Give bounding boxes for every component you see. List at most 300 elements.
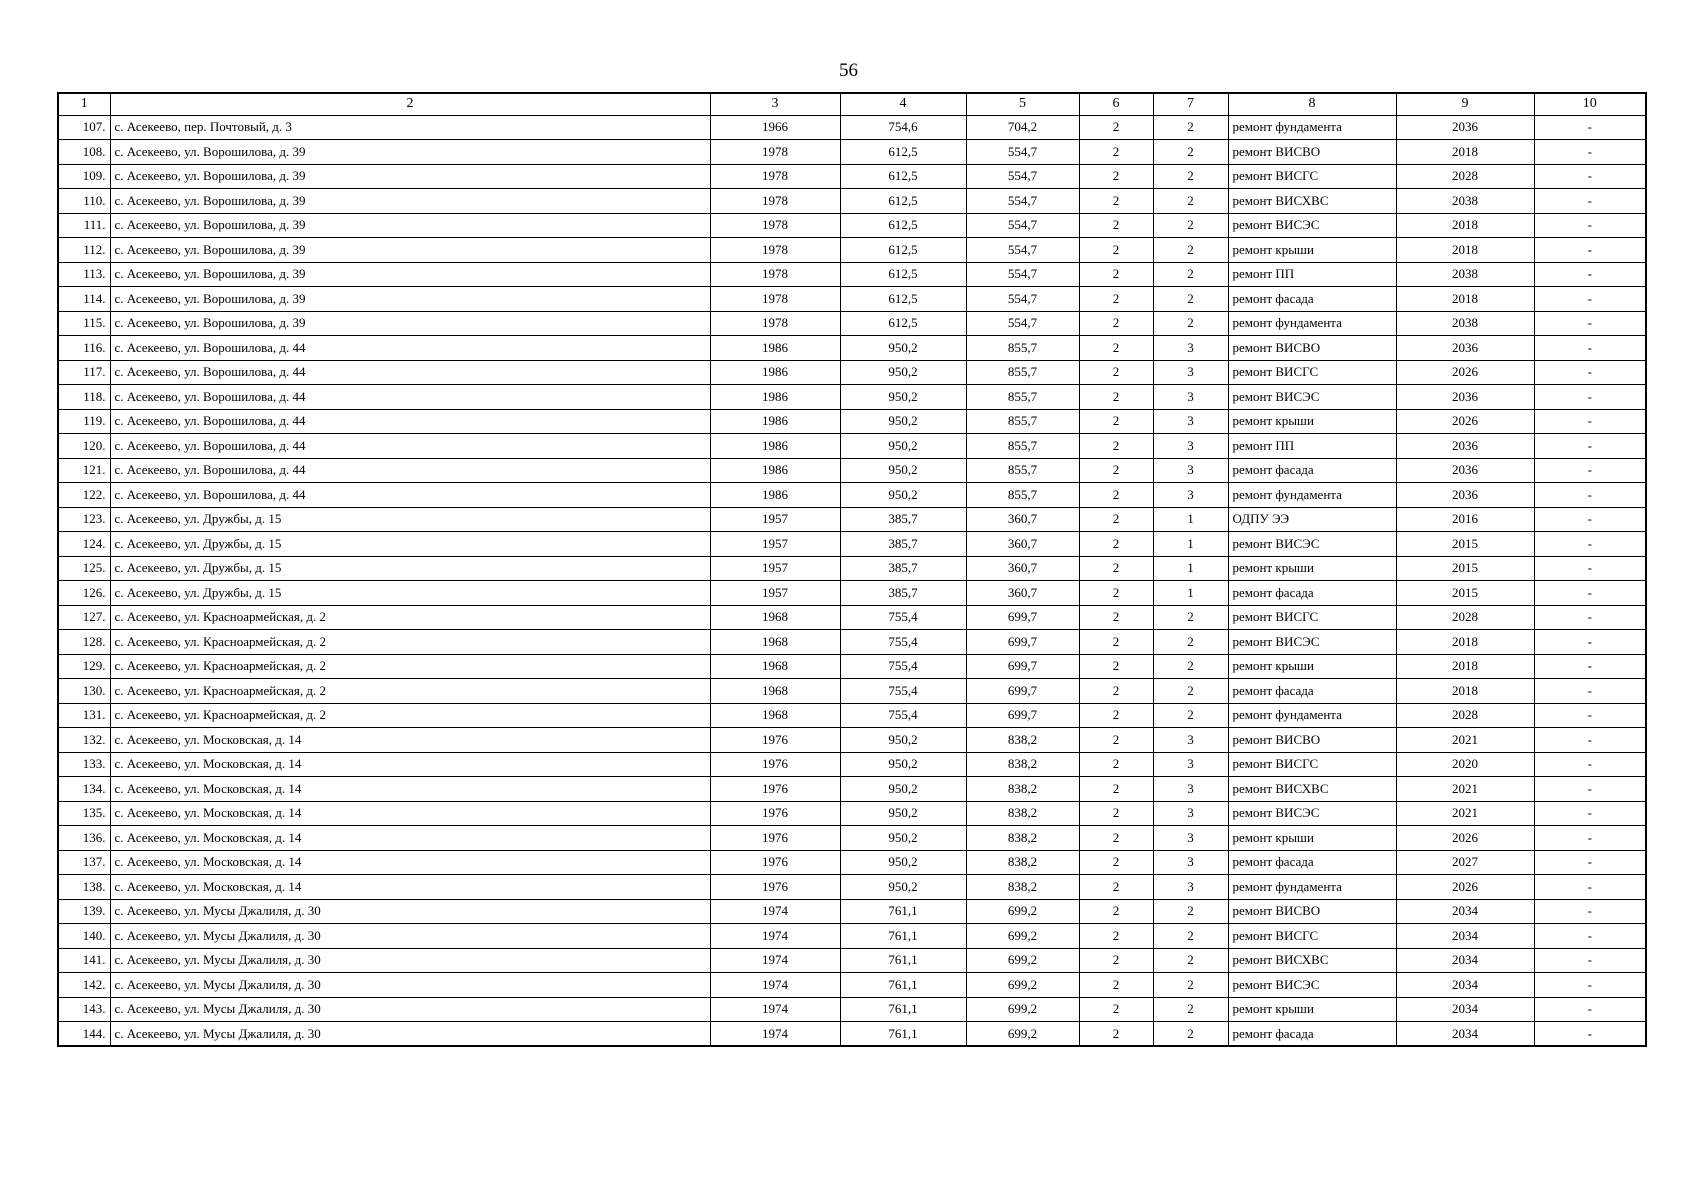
table-row xyxy=(58,973,1646,998)
entrances-cell: 2 xyxy=(1153,605,1228,630)
construction-year-cell: 1986 xyxy=(710,483,840,508)
note-cell: - xyxy=(1534,238,1646,263)
planned-year-cell: 2034 xyxy=(1396,1022,1534,1047)
total-area-cell: 755,4 xyxy=(840,630,966,655)
entrances-cell: 2 xyxy=(1153,238,1228,263)
note-cell: - xyxy=(1534,728,1646,753)
planned-year-cell: 2026 xyxy=(1396,409,1534,434)
construction-year-cell: 1986 xyxy=(710,458,840,483)
note-cell: - xyxy=(1534,409,1646,434)
floors-cell: 2 xyxy=(1079,581,1153,606)
entrances-cell: 3 xyxy=(1153,434,1228,459)
column-header: 8 xyxy=(1228,93,1396,115)
planned-year-cell: 2038 xyxy=(1396,189,1534,214)
address-cell: с. Асекеево, ул. Ворошилова, д. 39 xyxy=(110,213,710,238)
work-type-cell: ремонт ВИСГС xyxy=(1228,752,1396,777)
living-area-cell: 838,2 xyxy=(966,728,1079,753)
planned-year-cell: 2036 xyxy=(1396,483,1534,508)
floors-cell: 2 xyxy=(1079,875,1153,900)
construction-year-cell: 1978 xyxy=(710,213,840,238)
entrances-cell: 2 xyxy=(1153,679,1228,704)
address-cell: с. Асекеево, ул. Московская, д. 14 xyxy=(110,728,710,753)
floors-cell: 2 xyxy=(1079,213,1153,238)
note-cell: - xyxy=(1534,287,1646,312)
row-number-cell: 111. xyxy=(58,213,110,238)
address-cell: с. Асекеево, ул. Ворошилова, д. 44 xyxy=(110,360,710,385)
living-area-cell: 360,7 xyxy=(966,556,1079,581)
total-area-cell: 755,4 xyxy=(840,605,966,630)
living-area-cell: 855,7 xyxy=(966,336,1079,361)
table-row xyxy=(58,360,1646,385)
table-row xyxy=(58,507,1646,532)
table-row xyxy=(58,654,1646,679)
planned-year-cell: 2027 xyxy=(1396,850,1534,875)
work-type-cell: ремонт ВИСХВС xyxy=(1228,948,1396,973)
living-area-cell: 855,7 xyxy=(966,360,1079,385)
entrances-cell: 2 xyxy=(1153,164,1228,189)
table-row xyxy=(58,899,1646,924)
row-number-cell: 117. xyxy=(58,360,110,385)
address-cell: с. Асекеево, ул. Ворошилова, д. 39 xyxy=(110,189,710,214)
construction-year-cell: 1978 xyxy=(710,238,840,263)
row-number-cell: 135. xyxy=(58,801,110,826)
construction-year-cell: 1968 xyxy=(710,630,840,655)
total-area-cell: 612,5 xyxy=(840,213,966,238)
entrances-cell: 3 xyxy=(1153,728,1228,753)
address-cell: с. Асекеево, ул. Мусы Джалиля, д. 30 xyxy=(110,997,710,1022)
entrances-cell: 1 xyxy=(1153,556,1228,581)
entrances-cell: 2 xyxy=(1153,973,1228,998)
row-number-cell: 110. xyxy=(58,189,110,214)
table-row xyxy=(58,875,1646,900)
total-area-cell: 761,1 xyxy=(840,997,966,1022)
entrances-cell: 3 xyxy=(1153,850,1228,875)
address-cell: с. Асекеево, ул. Мусы Джалиля, д. 30 xyxy=(110,899,710,924)
address-cell: с. Асекеево, ул. Красноармейская, д. 2 xyxy=(110,654,710,679)
work-type-cell: ремонт ВИСХВС xyxy=(1228,189,1396,214)
planned-year-cell: 2016 xyxy=(1396,507,1534,532)
living-area-cell: 855,7 xyxy=(966,409,1079,434)
living-area-cell: 554,7 xyxy=(966,262,1079,287)
work-type-cell: ОДПУ ЭЭ xyxy=(1228,507,1396,532)
floors-cell: 2 xyxy=(1079,801,1153,826)
address-cell: с. Асекеево, ул. Ворошилова, д. 44 xyxy=(110,336,710,361)
floors-cell: 2 xyxy=(1079,311,1153,336)
entrances-cell: 3 xyxy=(1153,801,1228,826)
table-body xyxy=(58,115,1646,1046)
table-row xyxy=(58,777,1646,802)
column-header: 1 xyxy=(58,93,110,115)
living-area-cell: 704,2 xyxy=(966,115,1079,140)
work-type-cell: ремонт ВИСЭС xyxy=(1228,385,1396,410)
construction-year-cell: 1986 xyxy=(710,409,840,434)
note-cell: - xyxy=(1534,311,1646,336)
planned-year-cell: 2026 xyxy=(1396,875,1534,900)
entrances-cell: 2 xyxy=(1153,287,1228,312)
address-cell: с. Асекеево, ул. Ворошилова, д. 39 xyxy=(110,164,710,189)
construction-year-cell: 1978 xyxy=(710,140,840,165)
construction-year-cell: 1968 xyxy=(710,679,840,704)
living-area-cell: 699,2 xyxy=(966,1022,1079,1047)
work-type-cell: ремонт крыши xyxy=(1228,654,1396,679)
living-area-cell: 855,7 xyxy=(966,385,1079,410)
work-type-cell: ремонт ВИСГС xyxy=(1228,924,1396,949)
construction-year-cell: 1978 xyxy=(710,311,840,336)
total-area-cell: 612,5 xyxy=(840,164,966,189)
address-cell: с. Асекеево, ул. Московская, д. 14 xyxy=(110,875,710,900)
construction-year-cell: 1986 xyxy=(710,434,840,459)
living-area-cell: 699,7 xyxy=(966,703,1079,728)
planned-year-cell: 2034 xyxy=(1396,948,1534,973)
total-area-cell: 950,2 xyxy=(840,360,966,385)
planned-year-cell: 2036 xyxy=(1396,434,1534,459)
entrances-cell: 3 xyxy=(1153,875,1228,900)
construction-year-cell: 1978 xyxy=(710,287,840,312)
entrances-cell: 2 xyxy=(1153,997,1228,1022)
work-type-cell: ремонт фундамента xyxy=(1228,483,1396,508)
floors-cell: 2 xyxy=(1079,948,1153,973)
table-row xyxy=(58,703,1646,728)
total-area-cell: 950,2 xyxy=(840,728,966,753)
construction-year-cell: 1957 xyxy=(710,532,840,557)
total-area-cell: 761,1 xyxy=(840,948,966,973)
work-type-cell: ремонт ВИСЭС xyxy=(1228,630,1396,655)
floors-cell: 2 xyxy=(1079,850,1153,875)
entrances-cell: 3 xyxy=(1153,752,1228,777)
entrances-cell: 3 xyxy=(1153,777,1228,802)
address-cell: с. Асекеево, ул. Ворошилова, д. 39 xyxy=(110,238,710,263)
column-header: 5 xyxy=(966,93,1079,115)
total-area-cell: 950,2 xyxy=(840,875,966,900)
table-row xyxy=(58,752,1646,777)
floors-cell: 2 xyxy=(1079,924,1153,949)
table-row xyxy=(58,262,1646,287)
floors-cell: 2 xyxy=(1079,409,1153,434)
work-type-cell: ремонт фундамента xyxy=(1228,311,1396,336)
construction-year-cell: 1976 xyxy=(710,801,840,826)
work-type-cell: ремонт фасада xyxy=(1228,287,1396,312)
row-number-cell: 119. xyxy=(58,409,110,434)
row-number-cell: 120. xyxy=(58,434,110,459)
construction-year-cell: 1974 xyxy=(710,948,840,973)
work-type-cell: ремонт крыши xyxy=(1228,409,1396,434)
planned-year-cell: 2018 xyxy=(1396,679,1534,704)
note-cell: - xyxy=(1534,336,1646,361)
row-number-cell: 121. xyxy=(58,458,110,483)
work-type-cell: ремонт ВИСВО xyxy=(1228,140,1396,165)
construction-year-cell: 1976 xyxy=(710,728,840,753)
living-area-cell: 838,2 xyxy=(966,850,1079,875)
address-cell: с. Асекеево, ул. Московская, д. 14 xyxy=(110,752,710,777)
note-cell: - xyxy=(1534,262,1646,287)
table-row xyxy=(58,189,1646,214)
entrances-cell: 2 xyxy=(1153,115,1228,140)
entrances-cell: 2 xyxy=(1153,899,1228,924)
total-area-cell: 950,2 xyxy=(840,850,966,875)
work-type-cell: ремонт ВИСВО xyxy=(1228,336,1396,361)
living-area-cell: 554,7 xyxy=(966,311,1079,336)
address-cell: с. Асекеево, ул. Дружбы, д. 15 xyxy=(110,556,710,581)
repair-schedule-table xyxy=(57,92,1647,1047)
row-number-cell: 116. xyxy=(58,336,110,361)
construction-year-cell: 1978 xyxy=(710,262,840,287)
note-cell: - xyxy=(1534,899,1646,924)
living-area-cell: 699,7 xyxy=(966,605,1079,630)
address-cell: с. Асекеево, ул. Красноармейская, д. 2 xyxy=(110,679,710,704)
table-row xyxy=(58,997,1646,1022)
address-cell: с. Асекеево, ул. Московская, д. 14 xyxy=(110,826,710,851)
table-row xyxy=(58,801,1646,826)
living-area-cell: 699,2 xyxy=(966,924,1079,949)
living-area-cell: 699,7 xyxy=(966,679,1079,704)
work-type-cell: ремонт ВИСЭС xyxy=(1228,973,1396,998)
note-cell: - xyxy=(1534,850,1646,875)
work-type-cell: ремонт ВИСГС xyxy=(1228,164,1396,189)
table-row xyxy=(58,164,1646,189)
living-area-cell: 554,7 xyxy=(966,189,1079,214)
note-cell: - xyxy=(1534,924,1646,949)
work-type-cell: ремонт крыши xyxy=(1228,238,1396,263)
row-number-cell: 112. xyxy=(58,238,110,263)
floors-cell: 2 xyxy=(1079,997,1153,1022)
note-cell: - xyxy=(1534,948,1646,973)
living-area-cell: 838,2 xyxy=(966,826,1079,851)
row-number-cell: 127. xyxy=(58,605,110,630)
construction-year-cell: 1968 xyxy=(710,703,840,728)
total-area-cell: 754,6 xyxy=(840,115,966,140)
living-area-cell: 554,7 xyxy=(966,287,1079,312)
total-area-cell: 761,1 xyxy=(840,924,966,949)
note-cell: - xyxy=(1534,360,1646,385)
row-number-cell: 137. xyxy=(58,850,110,875)
floors-cell: 2 xyxy=(1079,483,1153,508)
column-header: 6 xyxy=(1079,93,1153,115)
address-cell: с. Асекеево, ул. Мусы Джалиля, д. 30 xyxy=(110,924,710,949)
construction-year-cell: 1974 xyxy=(710,997,840,1022)
entrances-cell: 3 xyxy=(1153,458,1228,483)
floors-cell: 2 xyxy=(1079,654,1153,679)
work-type-cell: ремонт крыши xyxy=(1228,997,1396,1022)
row-number-cell: 125. xyxy=(58,556,110,581)
row-number-cell: 134. xyxy=(58,777,110,802)
floors-cell: 2 xyxy=(1079,605,1153,630)
planned-year-cell: 2021 xyxy=(1396,801,1534,826)
row-number-cell: 141. xyxy=(58,948,110,973)
note-cell: - xyxy=(1534,140,1646,165)
note-cell: - xyxy=(1534,875,1646,900)
construction-year-cell: 1978 xyxy=(710,164,840,189)
address-cell: с. Асекеево, ул. Мусы Джалиля, д. 30 xyxy=(110,948,710,973)
floors-cell: 2 xyxy=(1079,140,1153,165)
floors-cell: 2 xyxy=(1079,287,1153,312)
planned-year-cell: 2021 xyxy=(1396,777,1534,802)
note-cell: - xyxy=(1534,483,1646,508)
planned-year-cell: 2034 xyxy=(1396,997,1534,1022)
total-area-cell: 761,1 xyxy=(840,1022,966,1047)
entrances-cell: 3 xyxy=(1153,385,1228,410)
floors-cell: 2 xyxy=(1079,532,1153,557)
table-row xyxy=(58,924,1646,949)
planned-year-cell: 2028 xyxy=(1396,605,1534,630)
total-area-cell: 385,7 xyxy=(840,507,966,532)
planned-year-cell: 2034 xyxy=(1396,924,1534,949)
work-type-cell: ремонт ВИСХВС xyxy=(1228,777,1396,802)
row-number-cell: 143. xyxy=(58,997,110,1022)
work-type-cell: ремонт фасада xyxy=(1228,679,1396,704)
total-area-cell: 761,1 xyxy=(840,973,966,998)
floors-cell: 2 xyxy=(1079,630,1153,655)
row-number-cell: 140. xyxy=(58,924,110,949)
row-number-cell: 122. xyxy=(58,483,110,508)
column-header: 7 xyxy=(1153,93,1228,115)
address-cell: с. Асекеево, ул. Московская, д. 14 xyxy=(110,801,710,826)
address-cell: с. Асекеево, ул. Ворошилова, д. 44 xyxy=(110,385,710,410)
row-number-cell: 115. xyxy=(58,311,110,336)
work-type-cell: ремонт крыши xyxy=(1228,556,1396,581)
construction-year-cell: 1976 xyxy=(710,752,840,777)
column-header: 10 xyxy=(1534,93,1646,115)
planned-year-cell: 2018 xyxy=(1396,287,1534,312)
floors-cell: 2 xyxy=(1079,826,1153,851)
address-cell: с. Асекеево, ул. Ворошилова, д. 39 xyxy=(110,311,710,336)
note-cell: - xyxy=(1534,605,1646,630)
work-type-cell: ремонт ВИСВО xyxy=(1228,899,1396,924)
living-area-cell: 699,2 xyxy=(966,997,1079,1022)
living-area-cell: 838,2 xyxy=(966,875,1079,900)
entrances-cell: 3 xyxy=(1153,483,1228,508)
total-area-cell: 755,4 xyxy=(840,703,966,728)
total-area-cell: 950,2 xyxy=(840,483,966,508)
work-type-cell: ремонт фундамента xyxy=(1228,875,1396,900)
work-type-cell: ремонт ВИСВО xyxy=(1228,728,1396,753)
row-number-cell: 132. xyxy=(58,728,110,753)
table-row xyxy=(58,630,1646,655)
total-area-cell: 950,2 xyxy=(840,752,966,777)
entrances-cell: 2 xyxy=(1153,1022,1228,1047)
table-row xyxy=(58,948,1646,973)
floors-cell: 2 xyxy=(1079,899,1153,924)
note-cell: - xyxy=(1534,997,1646,1022)
total-area-cell: 755,4 xyxy=(840,654,966,679)
total-area-cell: 385,7 xyxy=(840,581,966,606)
construction-year-cell: 1978 xyxy=(710,189,840,214)
table-row xyxy=(58,140,1646,165)
note-cell: - xyxy=(1534,630,1646,655)
construction-year-cell: 1968 xyxy=(710,654,840,679)
table-row xyxy=(58,679,1646,704)
table-row xyxy=(58,336,1646,361)
living-area-cell: 554,7 xyxy=(966,238,1079,263)
floors-cell: 2 xyxy=(1079,679,1153,704)
planned-year-cell: 2021 xyxy=(1396,728,1534,753)
address-cell: с. Асекеево, ул. Красноармейская, д. 2 xyxy=(110,630,710,655)
address-cell: с. Асекеево, ул. Красноармейская, д. 2 xyxy=(110,703,710,728)
floors-cell: 2 xyxy=(1079,1022,1153,1047)
note-cell: - xyxy=(1534,115,1646,140)
construction-year-cell: 1968 xyxy=(710,605,840,630)
planned-year-cell: 2018 xyxy=(1396,238,1534,263)
row-number-cell: 133. xyxy=(58,752,110,777)
note-cell: - xyxy=(1534,532,1646,557)
column-header: 4 xyxy=(840,93,966,115)
work-type-cell: ремонт фасада xyxy=(1228,1022,1396,1047)
row-number-cell: 114. xyxy=(58,287,110,312)
note-cell: - xyxy=(1534,703,1646,728)
row-number-cell: 129. xyxy=(58,654,110,679)
row-number-cell: 139. xyxy=(58,899,110,924)
planned-year-cell: 2020 xyxy=(1396,752,1534,777)
work-type-cell: ремонт ПП xyxy=(1228,434,1396,459)
construction-year-cell: 1986 xyxy=(710,360,840,385)
address-cell: с. Асекеево, ул. Ворошилова, д. 39 xyxy=(110,140,710,165)
planned-year-cell: 2026 xyxy=(1396,826,1534,851)
row-number-cell: 123. xyxy=(58,507,110,532)
construction-year-cell: 1974 xyxy=(710,1022,840,1047)
entrances-cell: 2 xyxy=(1153,924,1228,949)
entrances-cell: 3 xyxy=(1153,409,1228,434)
address-cell: с. Асекеево, ул. Ворошилова, д. 44 xyxy=(110,409,710,434)
work-type-cell: ремонт фундамента xyxy=(1228,115,1396,140)
address-cell: с. Асекеево, ул. Красноармейская, д. 2 xyxy=(110,605,710,630)
table-row xyxy=(58,409,1646,434)
row-number-cell: 107. xyxy=(58,115,110,140)
construction-year-cell: 1976 xyxy=(710,875,840,900)
floors-cell: 2 xyxy=(1079,360,1153,385)
address-cell: с. Асекеево, ул. Мусы Джалиля, д. 30 xyxy=(110,1022,710,1047)
total-area-cell: 950,2 xyxy=(840,777,966,802)
table-row xyxy=(58,556,1646,581)
floors-cell: 2 xyxy=(1079,728,1153,753)
planned-year-cell: 2034 xyxy=(1396,899,1534,924)
address-cell: с. Асекеево, ул. Московская, д. 14 xyxy=(110,777,710,802)
work-type-cell: ремонт фасада xyxy=(1228,850,1396,875)
planned-year-cell: 2018 xyxy=(1396,213,1534,238)
note-cell: - xyxy=(1534,679,1646,704)
note-cell: - xyxy=(1534,164,1646,189)
total-area-cell: 612,5 xyxy=(840,140,966,165)
entrances-cell: 3 xyxy=(1153,360,1228,385)
entrances-cell: 2 xyxy=(1153,189,1228,214)
work-type-cell: ремонт фасада xyxy=(1228,581,1396,606)
row-number-cell: 131. xyxy=(58,703,110,728)
note-cell: - xyxy=(1534,801,1646,826)
living-area-cell: 554,7 xyxy=(966,140,1079,165)
living-area-cell: 855,7 xyxy=(966,458,1079,483)
table-row xyxy=(58,287,1646,312)
construction-year-cell: 1976 xyxy=(710,826,840,851)
total-area-cell: 612,5 xyxy=(840,189,966,214)
floors-cell: 2 xyxy=(1079,703,1153,728)
total-area-cell: 950,2 xyxy=(840,801,966,826)
table-row xyxy=(58,115,1646,140)
address-cell: с. Асекеево, ул. Ворошилова, д. 39 xyxy=(110,287,710,312)
planned-year-cell: 2034 xyxy=(1396,973,1534,998)
address-cell: с. Асекеево, ул. Ворошилова, д. 44 xyxy=(110,458,710,483)
row-number-cell: 113. xyxy=(58,262,110,287)
work-type-cell: ремонт ПП xyxy=(1228,262,1396,287)
note-cell: - xyxy=(1534,189,1646,214)
floors-cell: 2 xyxy=(1079,385,1153,410)
table-row xyxy=(58,1022,1646,1047)
address-cell: с. Асекеево, ул. Дружбы, д. 15 xyxy=(110,507,710,532)
planned-year-cell: 2038 xyxy=(1396,311,1534,336)
address-cell: с. Асекеево, ул. Ворошилова, д. 44 xyxy=(110,483,710,508)
row-number-cell: 136. xyxy=(58,826,110,851)
floors-cell: 2 xyxy=(1079,164,1153,189)
note-cell: - xyxy=(1534,213,1646,238)
address-cell: с. Асекеево, ул. Дружбы, д. 15 xyxy=(110,581,710,606)
construction-year-cell: 1986 xyxy=(710,336,840,361)
